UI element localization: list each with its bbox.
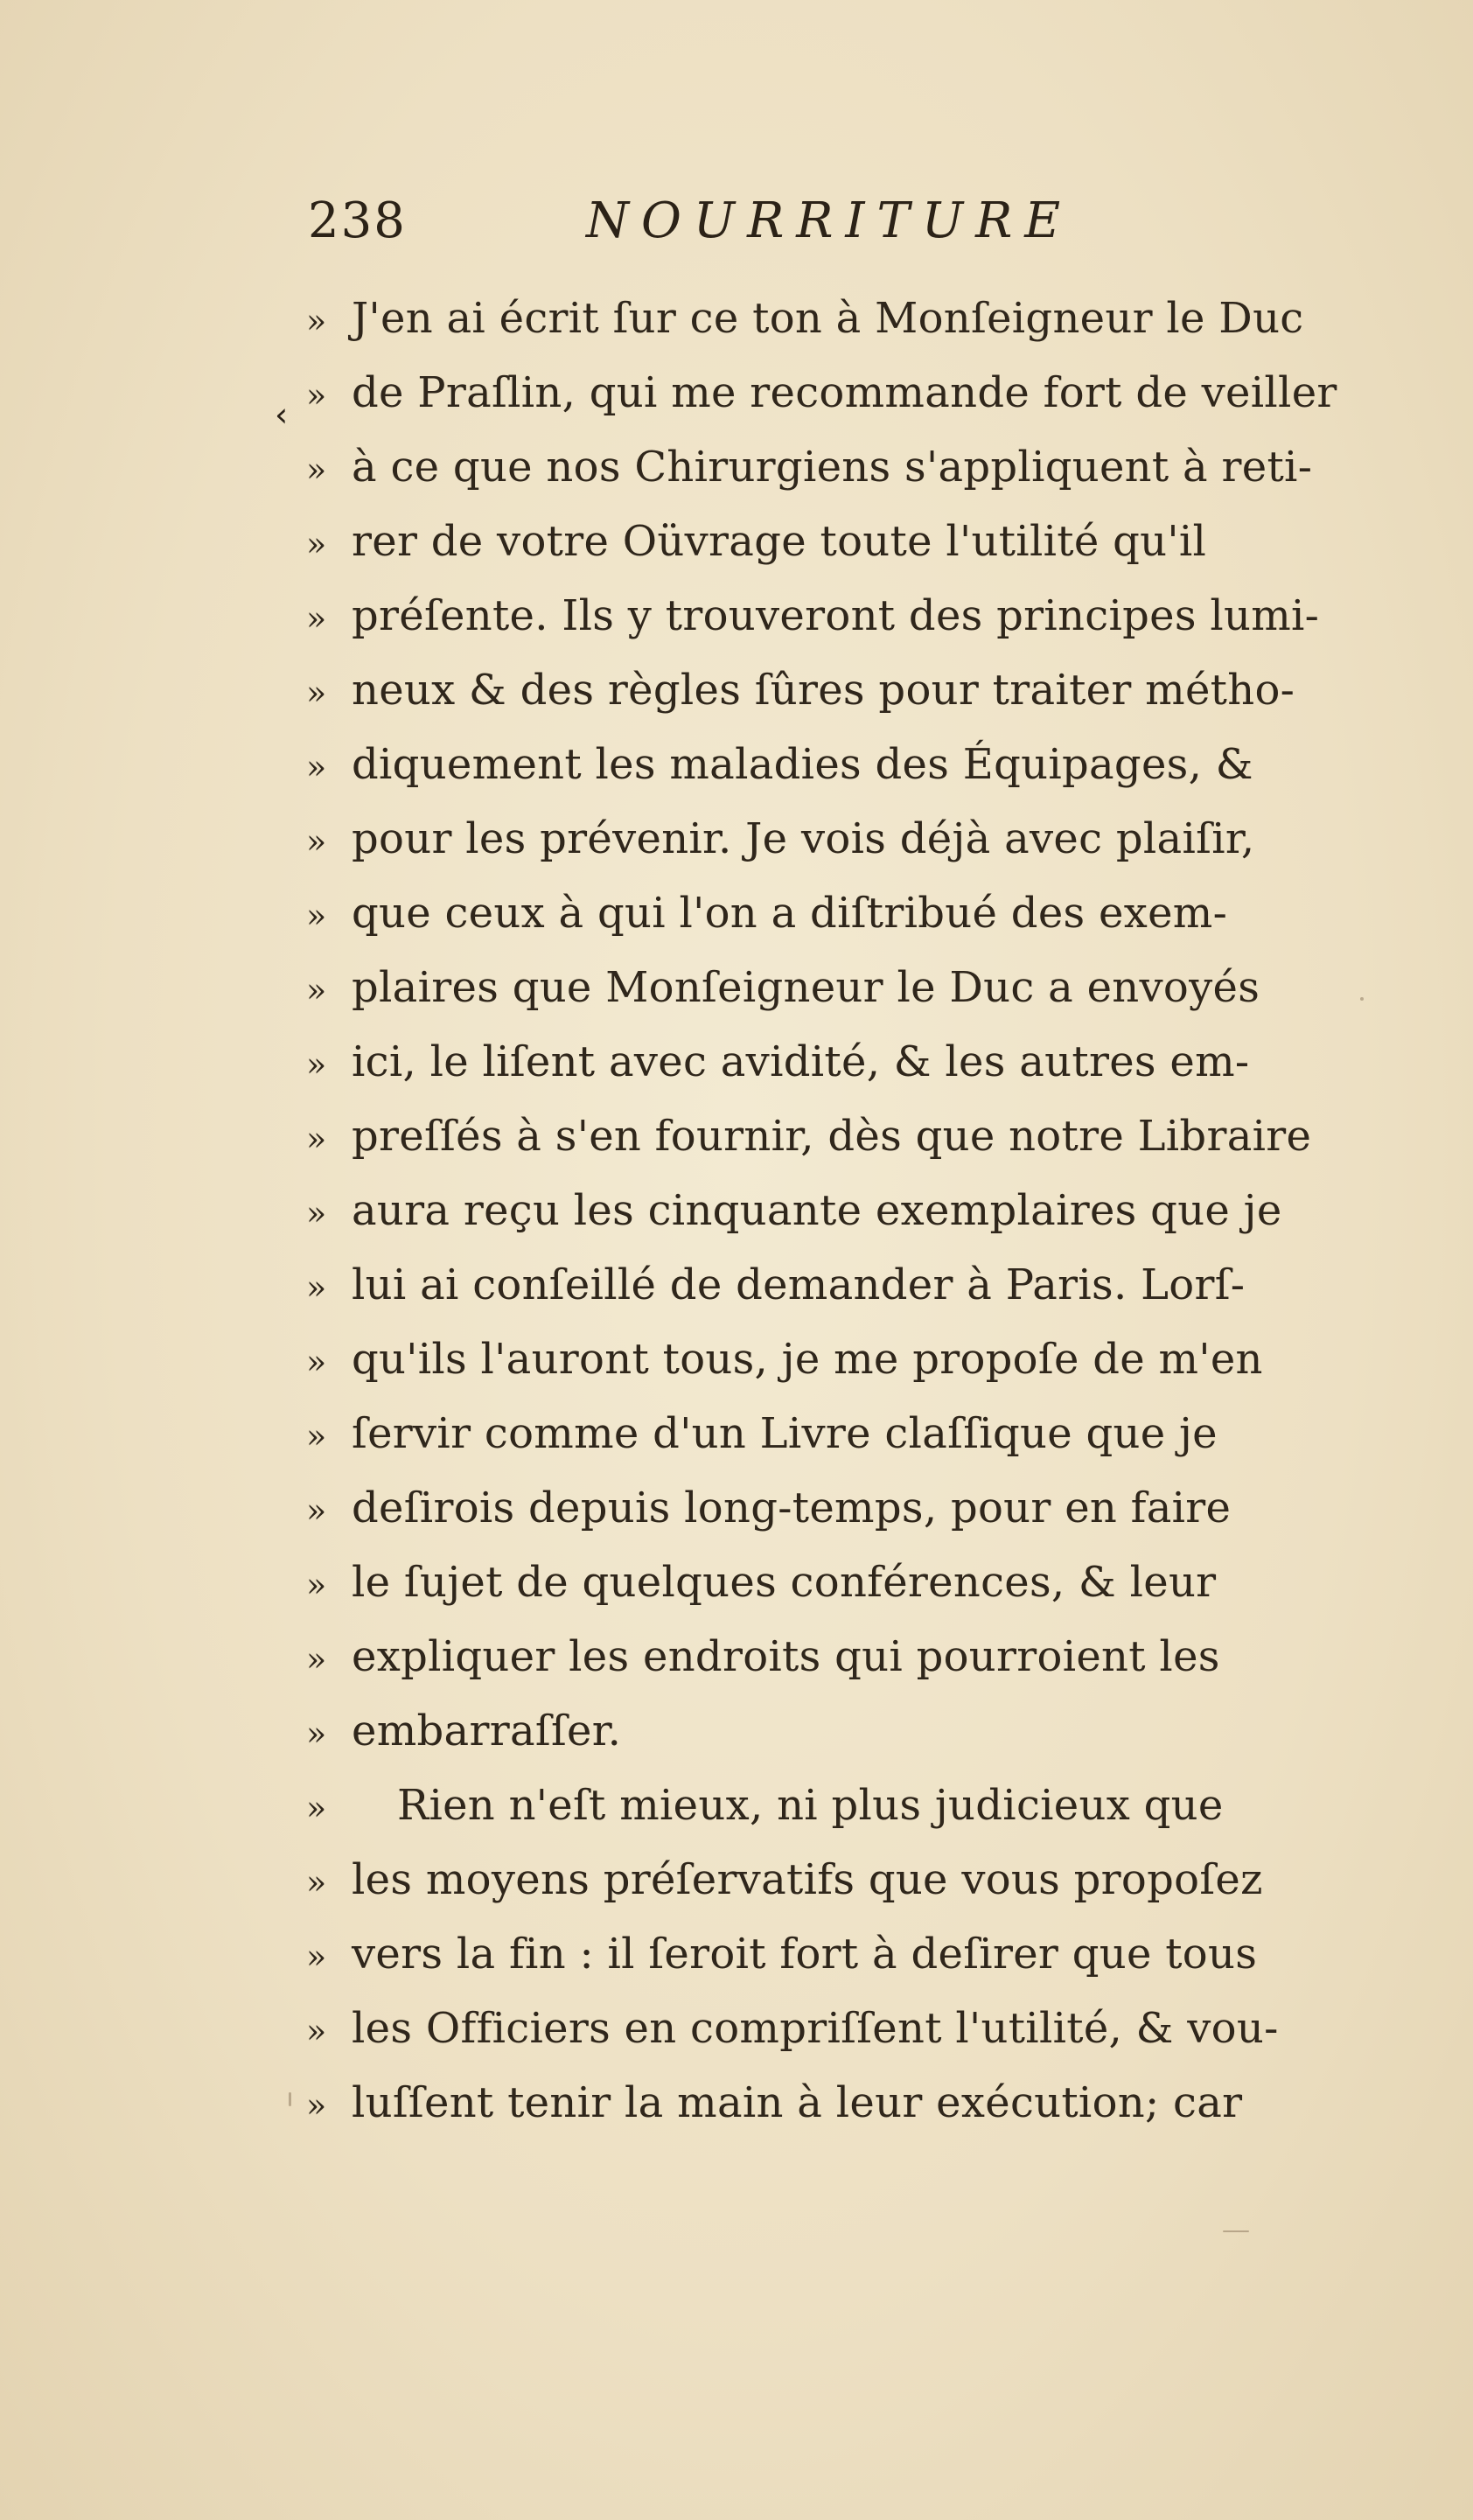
text-line (306, 1620, 1356, 1694)
quote-mark: » (306, 2086, 327, 2125)
line-text: plaires que Monſeigneur le Duc a envoyés (352, 963, 1260, 1012)
quote-mark: » (306, 450, 327, 489)
quote-mark: » (306, 971, 327, 1009)
text-line (306, 876, 1356, 951)
quote-mark: » (306, 1863, 327, 1902)
quoted-letter-text (306, 282, 1356, 2140)
text-line (306, 579, 1356, 653)
text-line (306, 1174, 1356, 1248)
paper-speck (289, 2092, 291, 2106)
line-text: neux & des règles ſûres pour traiter métho- (352, 666, 1295, 715)
paper-speck (1360, 997, 1364, 1001)
text-line (306, 282, 1356, 356)
quote-mark: » (306, 1937, 327, 1976)
line-text: luſſent tenir la main à leur exécution; car (352, 2078, 1243, 2127)
quote-mark: » (306, 1343, 327, 1381)
line-text: deſirois depuis long-temps, pour en faire (352, 1483, 1232, 1532)
quote-mark: » (306, 1640, 327, 1679)
quote-mark: » (306, 599, 327, 638)
quote-mark: » (306, 1417, 327, 1455)
text-line-paragraph-start (306, 1769, 1356, 1843)
line-text: expliquer les endroits qui pourroient les (352, 1632, 1220, 1681)
text-line (306, 2066, 1356, 2140)
quote-mark: » (306, 1491, 327, 1530)
quote-mark: » (306, 897, 327, 935)
line-text: ici, le liſent avec avidité, & les autres em- (352, 1037, 1250, 1086)
line-text: ſervir comme d'un Livre claſſique que je (352, 1409, 1218, 1458)
running-head: NOURRITURE (586, 192, 1073, 249)
quote-mark: » (306, 1714, 327, 1753)
paper-speck (1223, 2230, 1249, 2232)
line-text: J'en ai écrit ſur ce ton à Monſeigneur le Duc (352, 294, 1304, 343)
text-line (306, 1843, 1356, 1917)
text-line (306, 1248, 1356, 1323)
line-text: embarraſſer. (352, 1707, 622, 1756)
quote-mark: » (306, 1268, 327, 1307)
quote-mark: » (306, 302, 327, 340)
line-text: de Praſlin, qui me recommande fort de veiller (352, 368, 1337, 417)
text-line (306, 1917, 1356, 1992)
text-line (306, 653, 1356, 728)
quote-mark: » (306, 1120, 327, 1158)
quote-mark: » (306, 748, 327, 786)
quote-mark: » (306, 1789, 327, 1827)
quote-mark: » (306, 674, 327, 712)
text-line (306, 1397, 1356, 1471)
text-line (306, 1099, 1356, 1174)
text-line (306, 430, 1356, 505)
quote-mark: » (306, 822, 327, 861)
line-text: préſente. Ils y trouveront des principes lumi- (352, 591, 1320, 640)
text-line (306, 1471, 1356, 1546)
line-text: les Officiers en compriſſent l'utilité, & vou- (352, 2004, 1279, 2053)
quote-mark: » (306, 1194, 327, 1232)
line-text: diquement les maladies des Équipages, & (352, 740, 1253, 789)
line-text: Rien n'eſt mieux, ni plus judicieux que (397, 1781, 1224, 1830)
text-line (306, 1546, 1356, 1620)
text-line (306, 1323, 1356, 1397)
line-text: preſſés à s'en fournir, dès que notre Libraire (352, 1112, 1312, 1161)
line-text: lui ai conſeillé de demander à Paris. Lorſ- (352, 1260, 1246, 1309)
line-text: rer de votre Oüvrage toute l'utilité qu'il (352, 517, 1207, 566)
quote-mark: » (306, 2012, 327, 2050)
line-text: vers la fin : il ſeroit fort à deſirer que tous (352, 1930, 1258, 1979)
text-line (306, 1694, 1356, 1769)
line-text: le ſujet de quelques conférences, & leur (352, 1558, 1217, 1607)
line-text: à ce que nos Chirurgiens s'appliquent à reti- (352, 443, 1313, 492)
page-header (308, 185, 1095, 264)
page-number: 238 (308, 192, 407, 249)
quote-mark: » (306, 1045, 327, 1084)
text-line (306, 1025, 1356, 1099)
quote-mark: » (306, 1566, 327, 1604)
line-text: les moyens préſervatifs que vous propoſez (352, 1855, 1263, 1904)
text-line (306, 728, 1356, 802)
text-line (306, 1992, 1356, 2066)
quote-mark: » (306, 376, 327, 415)
quote-mark: » (306, 525, 327, 563)
text-line (306, 802, 1356, 876)
line-text: pour les prévenir. Je vois déjà avec plaiſir, (352, 814, 1255, 863)
line-text: aura reçu les cinquante exemplaires que je (352, 1186, 1282, 1235)
margin-mark-icon: ‹ (275, 395, 289, 434)
text-line (306, 951, 1356, 1025)
text-line (306, 505, 1356, 579)
line-text: que ceux à qui l'on a diſtribué des exem- (352, 889, 1228, 938)
text-line (306, 356, 1356, 430)
line-text: qu'ils l'auront tous, je me propoſe de m'en (352, 1335, 1263, 1384)
